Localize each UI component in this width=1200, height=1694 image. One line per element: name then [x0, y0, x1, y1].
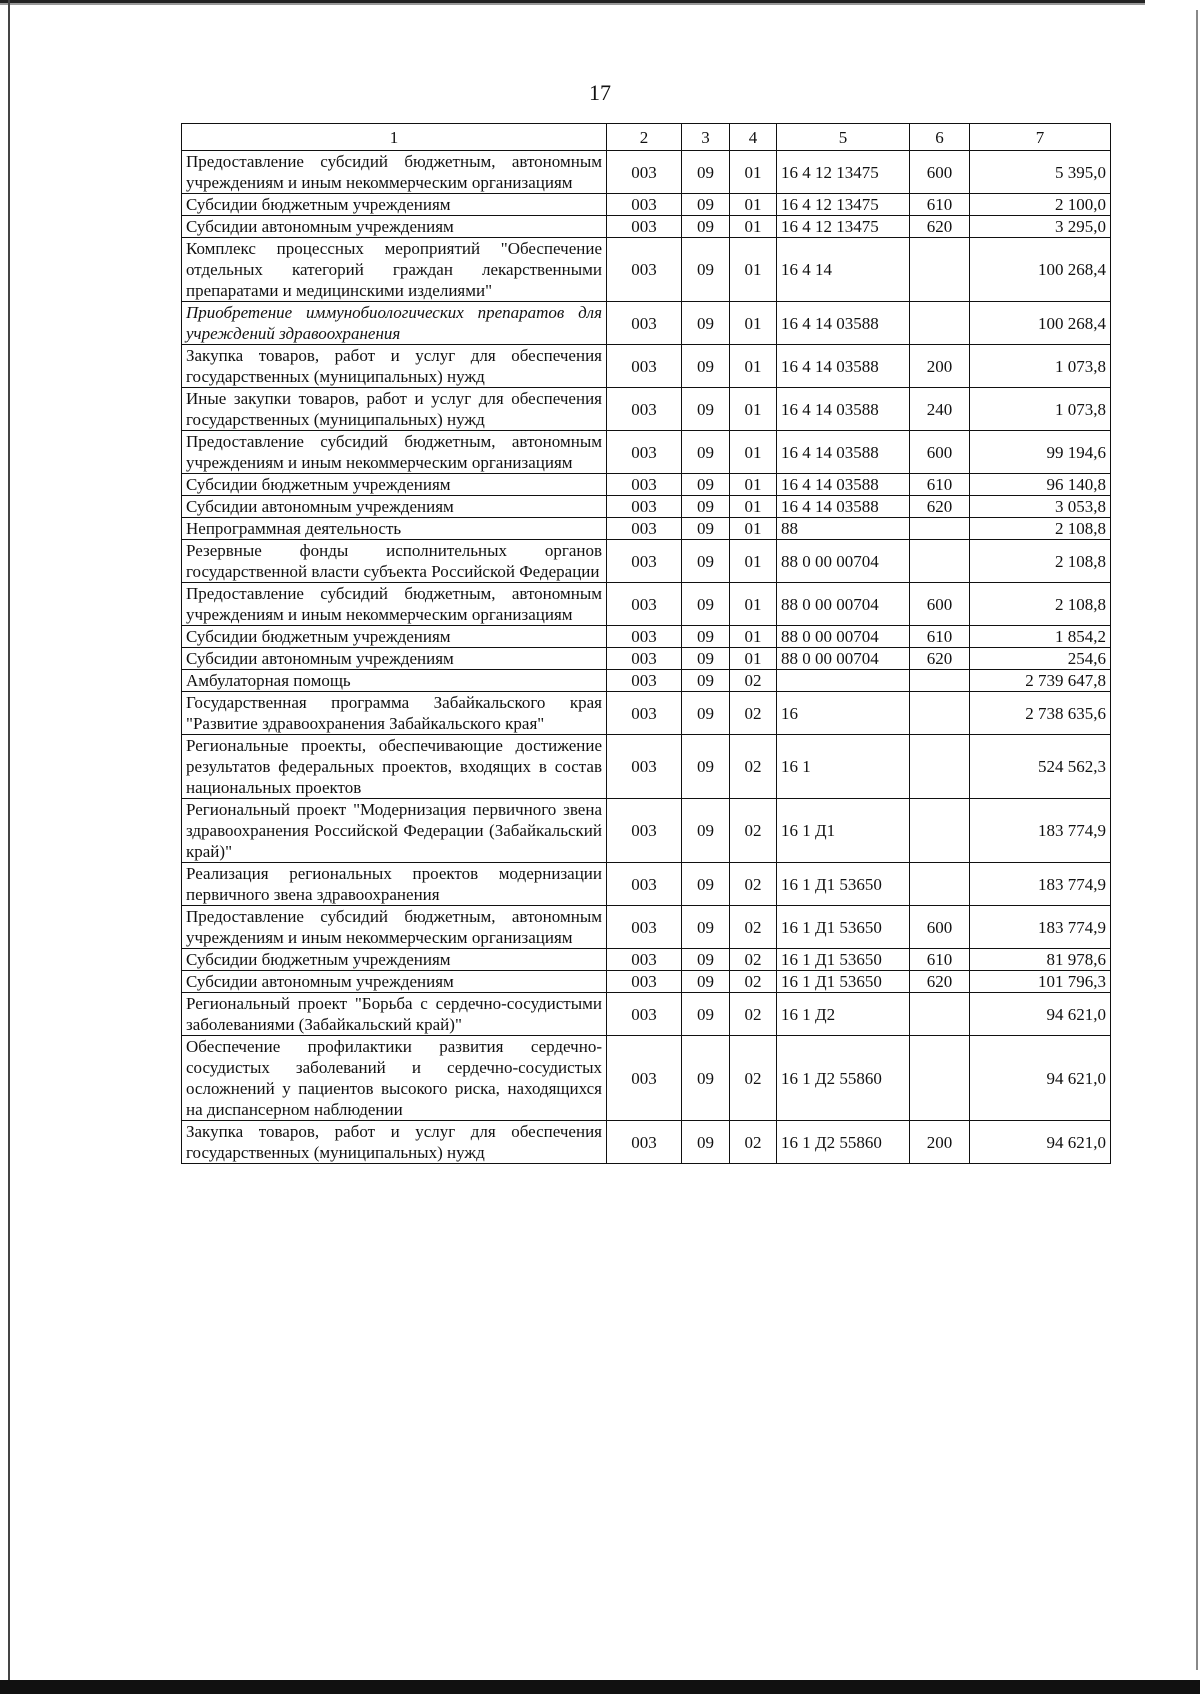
row-section: 09: [682, 799, 730, 863]
row-expense-type: 620: [910, 496, 970, 518]
row-subsection: 01: [730, 496, 777, 518]
row-expense-type: [910, 735, 970, 799]
row-subsection: 01: [730, 583, 777, 626]
row-target-article: 88 0 00 00704: [777, 583, 910, 626]
row-target-article: 16 4 14 03588: [777, 496, 910, 518]
table-row: [182, 1036, 1111, 1121]
row-target-article: 16 1 Д1 53650: [777, 971, 910, 993]
row-admin-code: 003: [607, 238, 682, 302]
row-name: Субсидии бюджетным учреждениям: [182, 626, 607, 648]
row-subsection: 02: [730, 670, 777, 692]
budget-table: [181, 123, 1111, 1164]
row-name: Субсидии автономным учреждениям: [182, 496, 607, 518]
row-subsection: 02: [730, 1036, 777, 1121]
row-admin-code: 003: [607, 540, 682, 583]
table-row: [182, 648, 1111, 670]
row-expense-type: 620: [910, 971, 970, 993]
row-name: Региональный проект "Борьба с сердечно-сосудистыми заболеваниями (Забайкальский край)": [182, 993, 607, 1036]
row-section: 09: [682, 993, 730, 1036]
row-subsection: 01: [730, 151, 777, 194]
row-expense-type: [910, 993, 970, 1036]
row-admin-code: 003: [607, 670, 682, 692]
row-name: Субсидии бюджетным учреждениям: [182, 949, 607, 971]
row-name: Резервные фонды исполнительных органов государственной власти субъекта Российской Федерации: [182, 540, 607, 583]
row-subsection: 01: [730, 518, 777, 540]
header-col-4: 4: [730, 124, 777, 151]
row-name: Амбулаторная помощь: [182, 670, 607, 692]
row-expense-type: 620: [910, 216, 970, 238]
row-subsection: 01: [730, 345, 777, 388]
row-target-article: 16 1 Д1 53650: [777, 906, 910, 949]
header-col-2: 2: [607, 124, 682, 151]
row-name: Предоставление субсидий бюджетным, автономным учреждениям и иным некоммерческим организациям: [182, 151, 607, 194]
row-admin-code: 003: [607, 692, 682, 735]
row-admin-code: 003: [607, 1036, 682, 1121]
row-amount: 94 621,0: [970, 1121, 1111, 1164]
row-section: 09: [682, 345, 730, 388]
table-row: [182, 735, 1111, 799]
row-amount: 2 739 647,8: [970, 670, 1111, 692]
row-subsection: 02: [730, 906, 777, 949]
row-subsection: 02: [730, 735, 777, 799]
row-admin-code: 003: [607, 993, 682, 1036]
table-row: [182, 388, 1111, 431]
scan-edge-right: [1196, 10, 1198, 1670]
row-target-article: 16 1 Д2 55860: [777, 1121, 910, 1164]
row-admin-code: 003: [607, 518, 682, 540]
row-target-article: [777, 670, 910, 692]
page-number: 17: [589, 80, 611, 105]
row-name: Обеспечение профилактики развития сердечно-сосудистых заболеваний и сердечно-сосудистых осложнений у пациентов высокого риска, находящихся на диспансерном наблюдении: [182, 1036, 607, 1121]
row-section: 09: [682, 431, 730, 474]
row-amount: 94 621,0: [970, 993, 1111, 1036]
row-amount: 99 194,6: [970, 431, 1111, 474]
row-name: Предоставление субсидий бюджетным, автономным учреждениям и иным некоммерческим организациям: [182, 906, 607, 949]
header-col-3: 3: [682, 124, 730, 151]
row-amount: 94 621,0: [970, 1036, 1111, 1121]
row-name: Предоставление субсидий бюджетным, автономным учреждениям и иным некоммерческим организациям: [182, 583, 607, 626]
scan-edge-left: [8, 0, 10, 1690]
row-target-article: 16 4 14: [777, 238, 910, 302]
row-target-article: 16 4 12 13475: [777, 216, 910, 238]
row-expense-type: [910, 1036, 970, 1121]
row-section: 09: [682, 474, 730, 496]
row-expense-type: [910, 302, 970, 345]
header-row: [182, 124, 1111, 151]
row-subsection: 01: [730, 648, 777, 670]
row-admin-code: 003: [607, 735, 682, 799]
row-name: Закупка товаров, работ и услуг для обеспечения государственных (муниципальных) нужд: [182, 345, 607, 388]
row-name: Комплекс процессных мероприятий "Обеспечение отдельных категорий граждан лекарственными препаратами и медицинскими изделиями": [182, 238, 607, 302]
row-subsection: 01: [730, 431, 777, 474]
table-row: [182, 906, 1111, 949]
row-section: 09: [682, 906, 730, 949]
row-expense-type: 600: [910, 431, 970, 474]
row-name: Иные закупки товаров, работ и услуг для обеспечения государственных (муниципальных) нужд: [182, 388, 607, 431]
row-section: 09: [682, 216, 730, 238]
row-expense-type: 600: [910, 583, 970, 626]
row-subsection: 02: [730, 863, 777, 906]
row-admin-code: 003: [607, 151, 682, 194]
table-row: [182, 151, 1111, 194]
row-section: 09: [682, 626, 730, 648]
row-target-article: 16 4 14 03588: [777, 388, 910, 431]
row-expense-type: 200: [910, 345, 970, 388]
row-target-article: 88 0 00 00704: [777, 540, 910, 583]
row-name: Реализация региональных проектов модернизации первичного звена здравоохранения: [182, 863, 607, 906]
row-name: Субсидии автономным учреждениям: [182, 216, 607, 238]
row-expense-type: [910, 799, 970, 863]
row-expense-type: 600: [910, 906, 970, 949]
row-expense-type: 200: [910, 1121, 970, 1164]
header-col-7: 7: [970, 124, 1111, 151]
row-amount: 254,6: [970, 648, 1111, 670]
table-row: [182, 302, 1111, 345]
row-subsection: 02: [730, 692, 777, 735]
row-section: 09: [682, 949, 730, 971]
row-target-article: 88: [777, 518, 910, 540]
row-section: 09: [682, 971, 730, 993]
row-amount: 2 108,8: [970, 518, 1111, 540]
row-target-article: 16 1 Д1 53650: [777, 863, 910, 906]
row-target-article: 16 1 Д1 53650: [777, 949, 910, 971]
row-subsection: 02: [730, 799, 777, 863]
table-row: [182, 496, 1111, 518]
row-name: Субсидии бюджетным учреждениям: [182, 194, 607, 216]
row-subsection: 01: [730, 216, 777, 238]
table-row: [182, 194, 1111, 216]
row-amount: 183 774,9: [970, 863, 1111, 906]
row-expense-type: [910, 692, 970, 735]
row-subsection: 02: [730, 993, 777, 1036]
row-amount: 101 796,3: [970, 971, 1111, 993]
row-amount: 5 395,0: [970, 151, 1111, 194]
row-amount: 1 854,2: [970, 626, 1111, 648]
row-section: 09: [682, 1036, 730, 1121]
row-amount: 3 295,0: [970, 216, 1111, 238]
table-row: [182, 993, 1111, 1036]
row-admin-code: 003: [607, 345, 682, 388]
row-amount: 524 562,3: [970, 735, 1111, 799]
row-section: 09: [682, 692, 730, 735]
row-section: 09: [682, 151, 730, 194]
row-target-article: 16: [777, 692, 910, 735]
row-admin-code: 003: [607, 431, 682, 474]
row-target-article: 16 4 14 03588: [777, 431, 910, 474]
row-target-article: 16 4 12 13475: [777, 151, 910, 194]
row-section: 09: [682, 648, 730, 670]
row-admin-code: 003: [607, 799, 682, 863]
header-col-6: 6: [910, 124, 970, 151]
row-subsection: 01: [730, 238, 777, 302]
header-col-5: 5: [777, 124, 910, 151]
table-row: [182, 345, 1111, 388]
table-body: [182, 124, 1111, 1164]
row-expense-type: [910, 518, 970, 540]
row-expense-type: [910, 540, 970, 583]
row-subsection: 02: [730, 949, 777, 971]
row-expense-type: 600: [910, 151, 970, 194]
row-name: Предоставление субсидий бюджетным, автономным учреждениям и иным некоммерческим организациям: [182, 431, 607, 474]
table-row: [182, 626, 1111, 648]
row-target-article: 16 4 14 03588: [777, 302, 910, 345]
row-admin-code: 003: [607, 906, 682, 949]
row-admin-code: 003: [607, 216, 682, 238]
table-row: [182, 670, 1111, 692]
row-subsection: 01: [730, 626, 777, 648]
row-amount: 2 108,8: [970, 583, 1111, 626]
row-subsection: 01: [730, 474, 777, 496]
row-section: 09: [682, 735, 730, 799]
row-amount: 100 268,4: [970, 238, 1111, 302]
row-subsection: 02: [730, 971, 777, 993]
row-section: 09: [682, 388, 730, 431]
row-name: Субсидии бюджетным учреждениям: [182, 474, 607, 496]
row-admin-code: 003: [607, 1121, 682, 1164]
row-amount: 183 774,9: [970, 799, 1111, 863]
table-row: [182, 216, 1111, 238]
table-row: [182, 863, 1111, 906]
row-amount: 3 053,8: [970, 496, 1111, 518]
row-amount: 81 978,6: [970, 949, 1111, 971]
row-expense-type: 620: [910, 648, 970, 670]
row-amount: 1 073,8: [970, 388, 1111, 431]
row-amount: 2 108,8: [970, 540, 1111, 583]
row-name: Закупка товаров, работ и услуг для обеспечения государственных (муниципальных) нужд: [182, 1121, 607, 1164]
row-amount: 100 268,4: [970, 302, 1111, 345]
row-section: 09: [682, 670, 730, 692]
row-expense-type: 610: [910, 949, 970, 971]
row-expense-type: [910, 670, 970, 692]
row-admin-code: 003: [607, 949, 682, 971]
row-name: Субсидии автономным учреждениям: [182, 648, 607, 670]
row-admin-code: 003: [607, 388, 682, 431]
row-subsection: 01: [730, 540, 777, 583]
row-name: Непрограммная деятельность: [182, 518, 607, 540]
row-target-article: 16 1 Д2: [777, 993, 910, 1036]
row-subsection: 01: [730, 388, 777, 431]
row-section: 09: [682, 194, 730, 216]
row-admin-code: 003: [607, 583, 682, 626]
table-row: [182, 971, 1111, 993]
row-target-article: 16 4 12 13475: [777, 194, 910, 216]
row-target-article: 88 0 00 00704: [777, 626, 910, 648]
row-section: 09: [682, 496, 730, 518]
row-subsection: 01: [730, 194, 777, 216]
table-row: [182, 518, 1111, 540]
row-admin-code: 003: [607, 302, 682, 345]
row-section: 09: [682, 540, 730, 583]
row-section: 09: [682, 583, 730, 626]
row-name: Приобретение иммунобиологических препаратов для учреждений здравоохранения: [182, 302, 607, 345]
row-name: Государственная программа Забайкальского края "Развитие здравоохранения Забайкальского края": [182, 692, 607, 735]
table-row: [182, 1121, 1111, 1164]
row-admin-code: 003: [607, 496, 682, 518]
header-col-1: 1: [182, 124, 607, 151]
row-expense-type: [910, 238, 970, 302]
row-subsection: 01: [730, 302, 777, 345]
row-target-article: 16 1: [777, 735, 910, 799]
row-expense-type: 610: [910, 194, 970, 216]
row-admin-code: 003: [607, 194, 682, 216]
row-target-article: 88 0 00 00704: [777, 648, 910, 670]
row-amount: 2 738 635,6: [970, 692, 1111, 735]
row-section: 09: [682, 238, 730, 302]
row-amount: 183 774,9: [970, 906, 1111, 949]
row-name: Региональные проекты, обеспечивающие достижение результатов федеральных проектов, входящих в состав национальных проектов: [182, 735, 607, 799]
table-row: [182, 540, 1111, 583]
scan-edge-bottom: [0, 1680, 1200, 1694]
table-row: [182, 474, 1111, 496]
row-expense-type: 610: [910, 474, 970, 496]
table-row: [182, 949, 1111, 971]
row-target-article: 16 4 14 03588: [777, 474, 910, 496]
scan-edge-top-shadow: [0, 3, 1145, 5]
row-expense-type: [910, 863, 970, 906]
row-admin-code: 003: [607, 648, 682, 670]
table-row: [182, 583, 1111, 626]
row-amount: 2 100,0: [970, 194, 1111, 216]
row-admin-code: 003: [607, 971, 682, 993]
row-name: Субсидии автономным учреждениям: [182, 971, 607, 993]
row-expense-type: 240: [910, 388, 970, 431]
row-section: 09: [682, 1121, 730, 1164]
row-admin-code: 003: [607, 863, 682, 906]
row-section: 09: [682, 518, 730, 540]
row-expense-type: 610: [910, 626, 970, 648]
row-subsection: 02: [730, 1121, 777, 1164]
row-target-article: 16 1 Д2 55860: [777, 1036, 910, 1121]
row-admin-code: 003: [607, 626, 682, 648]
table-row: [182, 692, 1111, 735]
row-section: 09: [682, 302, 730, 345]
row-section: 09: [682, 863, 730, 906]
row-amount: 96 140,8: [970, 474, 1111, 496]
row-admin-code: 003: [607, 474, 682, 496]
row-target-article: 16 1 Д1: [777, 799, 910, 863]
table-row: [182, 431, 1111, 474]
table-row: [182, 799, 1111, 863]
table-row: [182, 238, 1111, 302]
row-amount: 1 073,8: [970, 345, 1111, 388]
row-name: Региональный проект "Модернизация первичного звена здравоохранения Российской Федерации (Забайкальский край)": [182, 799, 607, 863]
row-target-article: 16 4 14 03588: [777, 345, 910, 388]
